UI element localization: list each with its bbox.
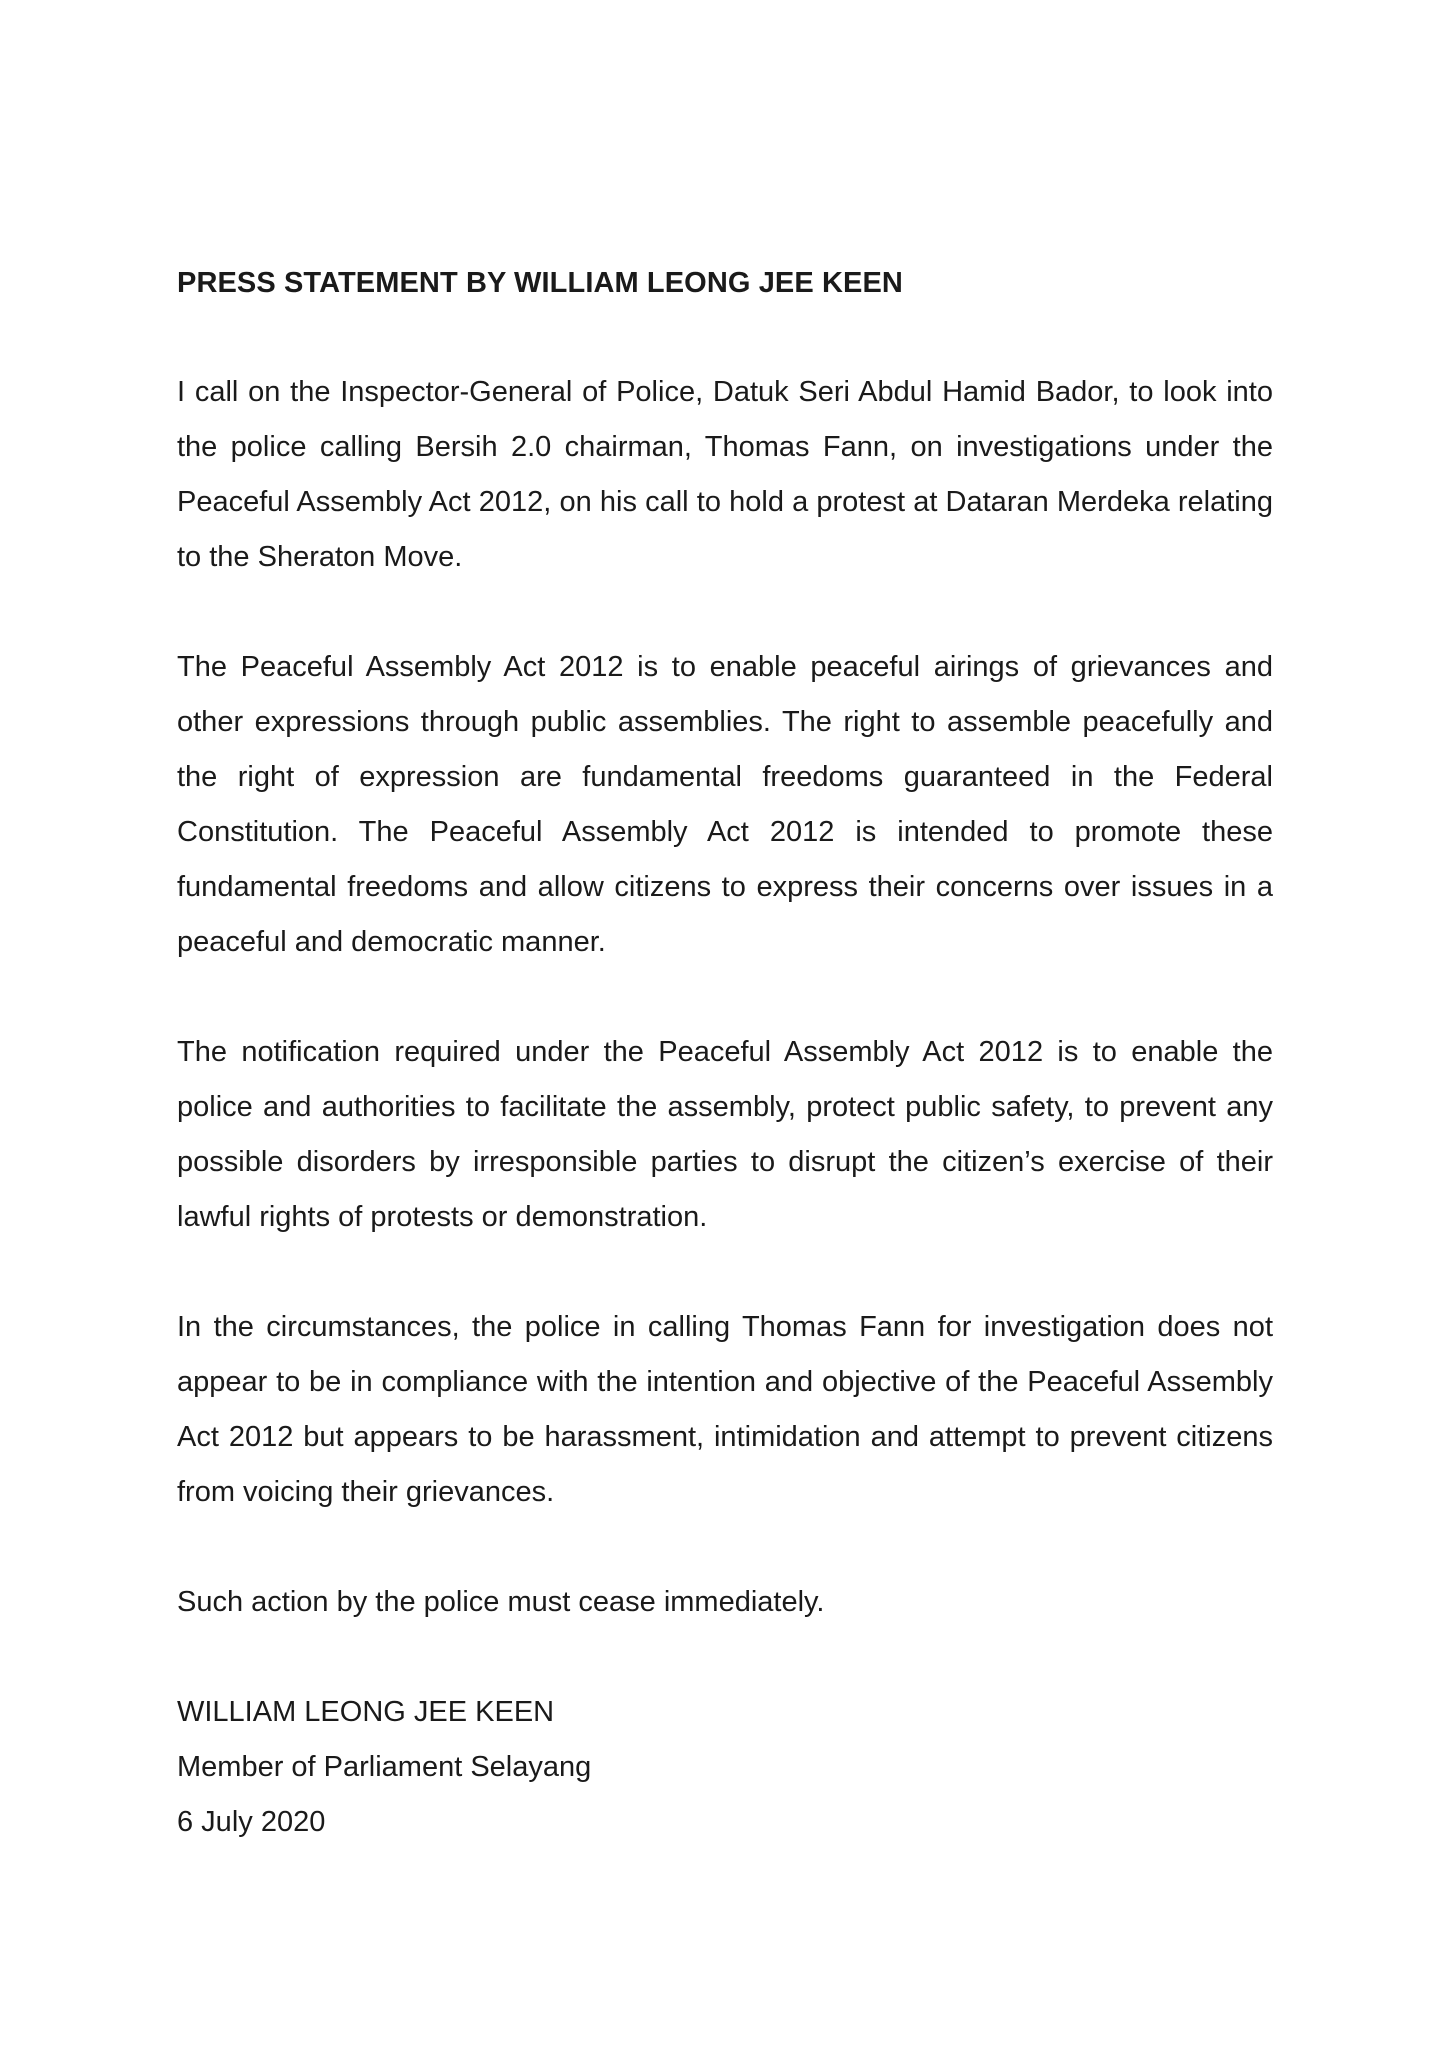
press-statement-page <box>177 256 1273 1850</box>
signatory-position: Member of Parliament Selayang <box>177 1751 592 1783</box>
paragraph-notification-requirement: The notification required under the Peaceful Assembly Act 2012 is to enable the police and authorities to facilitate the assembly, protect public safety, to prevent any possible disorders by irresponsible parties to disrupt the citizen’s exercise of their lawful rights of protests or demonstration. <box>177 1036 1273 1233</box>
paragraph-cease-action: Such action by the police must cease immediately. <box>177 1586 825 1618</box>
signature-block <box>177 1685 1273 1850</box>
paragraph-peaceful-assembly-act: The Peaceful Assembly Act 2012 is to enable peaceful airings of grievances and other expressions through public assemblies. The right to assemble peacefully and the right of expression are fundamental freedoms guaranteed in the Federal Constitution. The Peaceful Assembly Act 2012 is intended to promote these fundamental freedoms and allow citizens to express their concerns over issues in a peaceful and democratic manner. <box>177 651 1273 958</box>
signatory-name: WILLIAM LEONG JEE KEEN <box>177 1696 555 1728</box>
paragraph-call-on-igp: I call on the Inspector-General of Police, Datuk Seri Abdul Hamid Bador, to look into the police calling Bersih 2.0 chairman, Thomas Fann, on investigations under the Peaceful Assembly Act 2012, on his call to hold a protest at Dataran Merdeka relating to the Sheraton Move. <box>177 376 1273 573</box>
statement-title: PRESS STATEMENT BY WILLIAM LEONG JEE KEEN <box>177 267 903 299</box>
statement-date: 6 July 2020 <box>177 1806 326 1838</box>
paragraph-circumstances: In the circumstances, the police in calling Thomas Fann for investigation does not appear to be in compliance with the intention and objective of the Peaceful Assembly Act 2012 but appears to be harassment, intimidation and attempt to prevent citizens from voicing their grievances. <box>177 1311 1273 1508</box>
